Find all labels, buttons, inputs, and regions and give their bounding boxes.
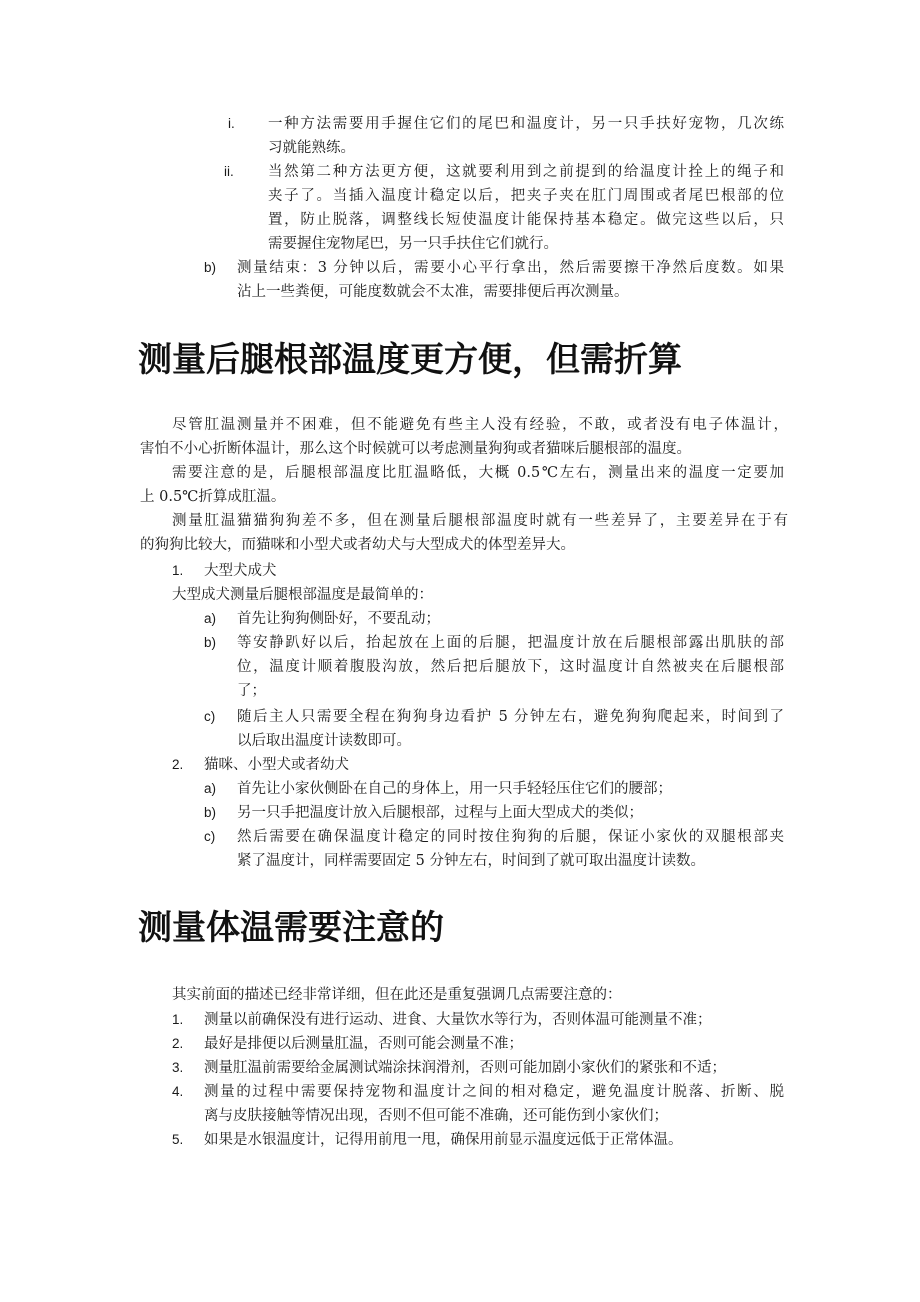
list-marker: b): [204, 635, 217, 650]
list-marker: i.: [228, 116, 235, 131]
list-item-text: 如果是水银温度计，记得用前甩一甩，确保用前显示温度远低于正常体温。: [204, 1132, 683, 1148]
list-marker: a): [204, 611, 217, 626]
section-heading: 测量体温需要注意的: [138, 908, 444, 948]
list-item-text: 紧了温度计，同样需要固定 5 分钟左右，时间到了就可取出温度计读数。: [237, 853, 705, 869]
list-item-title: 猫咪、小型犬或者幼犬: [204, 757, 349, 773]
list-item-text: 最好是排便以后测量肛温，否则可能会测量不准；: [204, 1036, 523, 1052]
list-marker: 5.: [172, 1132, 184, 1147]
list-item-text: 当然第二种方法更方便，这就要利用到之前提到的给温度计拴上的绳子和: [268, 164, 784, 180]
list-item-text: 测量的过程中需要保持宠物和温度计之间的相对稳定，避免温度计脱落、折断、脱: [204, 1084, 784, 1100]
paragraph-line: 害怕不小心折断体温计，那么这个时候就可以考虑测量狗狗或者猫咪后腿根部的温度。: [140, 441, 691, 457]
list-item-text: 位，温度计顺着腹股沟放，然后把后腿放下，这时温度计自然被夹在后腿根部: [237, 659, 784, 675]
list-item-text: 随后主人只需要全程在狗狗身边看护 5 分钟左右，避免狗狗爬起来，时间到了: [237, 709, 784, 725]
paragraph-line: 测量肛温猫猫狗狗差不多，但在测量后腿根部温度时就有一些差异了，主要差异在于有: [172, 513, 788, 529]
list-marker: 1.: [172, 1012, 184, 1027]
list-item-text: 离与皮肤接触等情况出现，否则不但可能不准确，还可能伤到小家伙们；: [204, 1108, 668, 1124]
list-item-text: 一种方法需要用手握住它们的尾巴和温度计，另一只手扶好宠物，几次练: [268, 116, 784, 132]
list-item-text: 夹子了。当插入温度计稳定以后，把夹子夹在肛门周围或者尾巴根部的位: [268, 188, 784, 204]
paragraph-line: 其实前面的描述已经非常详细，但在此还是重复强调几点需要注意的：: [172, 987, 622, 1003]
list-marker: 2.: [172, 1036, 184, 1051]
list-item-text: 首先让小家伙侧卧在自己的身体上，用一只手轻轻压住它们的腰部；: [237, 781, 672, 797]
list-marker: 4.: [172, 1084, 184, 1099]
list-marker: ii.: [224, 164, 234, 179]
list-item-text: 另一只手把温度计放入后腿根部，过程与上面大型成犬的类似；: [237, 805, 643, 821]
list-item-text: 然后需要在确保温度计稳定的同时按住狗狗的后腿，保证小家伙的双腿根部夹: [237, 829, 784, 845]
list-marker: 2.: [172, 757, 184, 772]
list-item-title: 大型犬成犬: [204, 563, 277, 579]
list-item-text: 需要握住宠物尾巴，另一只手扶住它们就行。: [268, 236, 558, 252]
list-marker: c): [204, 709, 216, 724]
list-item-text: 测量肛温前需要给金属测试端涂抹润滑剂，否则可能加剧小家伙们的紧张和不适；: [204, 1060, 726, 1076]
list-item-text: 以后取出温度计读数即可。: [237, 733, 411, 749]
section-heading: 测量后腿根部温度更方便，但需折算: [138, 340, 682, 380]
paragraph-line: 大型成犬测量后腿根部温度是最简单的：: [172, 587, 433, 603]
paragraph-line: 需要注意的是，后腿根部温度比肛温略低，大概 0.5℃左右，测量出来的温度一定要加: [172, 465, 784, 481]
list-item-text: 等安静趴好以后，抬起放在上面的后腿，把温度计放在后腿根部露出肌肤的部: [237, 635, 784, 651]
list-marker: 1.: [172, 563, 184, 578]
list-marker: 3.: [172, 1060, 184, 1075]
paragraph-line: 上 0.5℃折算成肛温。: [140, 489, 286, 505]
list-item-text: 沾上一些粪便，可能度数就会不太准，需要排便后再次测量。: [237, 284, 629, 300]
paragraph-line: 的狗狗比较大，而猫咪和小型犬或者幼犬与大型成犬的体型差异大。: [140, 537, 575, 553]
list-item-text: 置，防止脱落，调整线长短使温度计能保持基本稳定。做完这些以后，只: [268, 212, 784, 228]
list-item-text: 测量以前确保没有进行运动、进食、大量饮水等行为，否则体温可能测量不准；: [204, 1012, 712, 1028]
list-marker: a): [204, 781, 217, 796]
list-marker: b): [204, 260, 217, 275]
list-item-text: 了；: [237, 683, 266, 699]
list-marker: c): [204, 829, 216, 844]
list-marker: b): [204, 805, 217, 820]
list-item-text: 测量结束：3 分钟以后，需要小心平行拿出，然后需要擦干净然后度数。如果: [237, 260, 784, 276]
list-item-text: 习就能熟练。: [268, 140, 355, 156]
paragraph-line: 尽管肛温测量并不困难，但不能避免有些主人没有经验，不敢，或者没有电子体温计，: [172, 417, 788, 433]
list-item-text: 首先让狗狗侧卧好，不要乱动；: [237, 611, 440, 627]
